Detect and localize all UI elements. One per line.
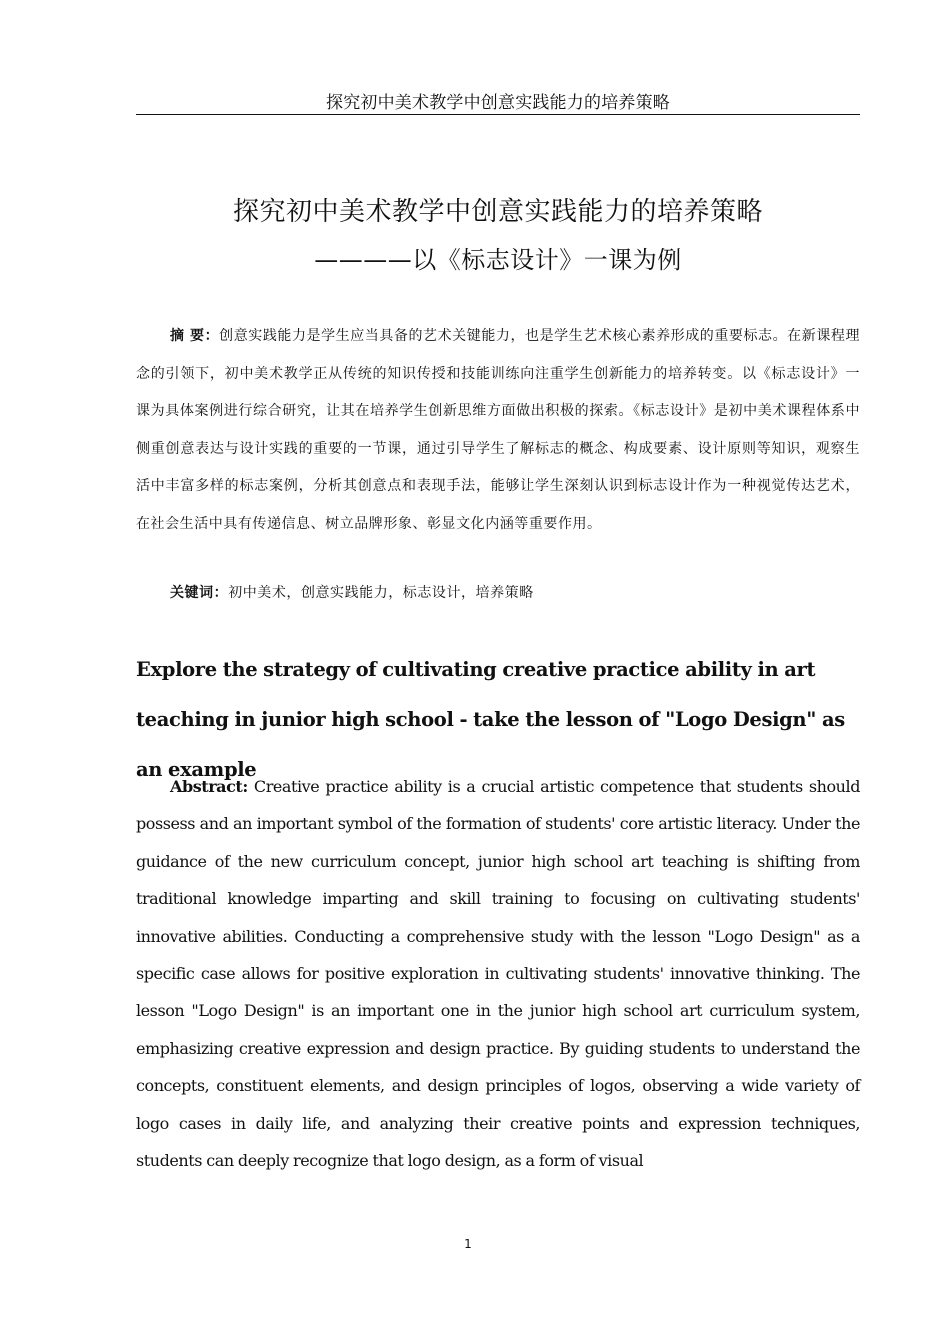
english-abstract — [136, 768, 860, 1179]
english-abstract-text: Creative practice ability is a crucial artistic competence that students should possess and an important symbol of the formation of students' core artistic literacy. Under the guidance of the new curriculum concept, junior high school art teaching is shifting from traditional knowledge imparting and skill training to focusing on cultivating students' innovative abilities. Conducting a comprehensive study with the lesson "Logo Design" as a specific case allows for positive exploration in cultivating students' innovative thinking. The lesson "Logo Design" is an important one in the junior high school art curriculum system, emphasizing creative expression and design practice. By guiding students to understand the concepts, constituent elements, and design principles of logos, observing a wide variety of logo cases in daily life, and analyzing their creative points and expression techniques, students can deeply recognize that logo design, as a form of visual — [136, 777, 860, 1171]
chinese-keywords-label: 关键词： — [170, 585, 229, 601]
header-rule — [136, 114, 860, 115]
running-header: 探究初中美术教学中创意实践能力的培养策略 — [326, 93, 670, 113]
chinese-abstract-text: 创意实践能力是学生应当具备的艺术关键能力，也是学生艺术核心素养形成的重要标志。在新课程理念的引领下，初中美术教学正从传统的知识传授和技能训练向注重学生创新能力的培养转变。以《标志设计》一课为具体案例进行综合研究，让其在培养学生创新思维方面做出积极的探索。《标志设计》是初中美术课程体系中侧重创意表达与设计实践的重要的一节课，通过引导学生了解标志的概念、构成要素、设计原则等知识，观察生活中丰富多样的标志案例，分析其创意点和表现手法，能够让学生深刻认识到标志设计作为一种视觉传达艺术，在社会生活中具有传递信息、树立品牌形象、彰显文化内涵等重要作用。 — [136, 328, 860, 532]
english-title: Explore the strategy of cultivating creative practice ability in art teaching in junior high school - take the lesson of "Logo Design" as an example — [136, 658, 845, 781]
paper-subtitle: ————以《标志设计》一课为例 — [314, 246, 682, 274]
paper-title: 探究初中美术教学中创意实践能力的培养策略 — [232, 197, 763, 227]
chinese-abstract-label: 摘 要： — [170, 328, 220, 344]
english-abstract-label: Abstract: — [170, 777, 248, 796]
chinese-keywords — [170, 576, 860, 610]
chinese-keywords-text: 初中美术，创意实践能力，标志设计，培养策略 — [228, 585, 534, 601]
page-number: 1 — [464, 1237, 472, 1251]
chinese-abstract — [136, 318, 860, 543]
